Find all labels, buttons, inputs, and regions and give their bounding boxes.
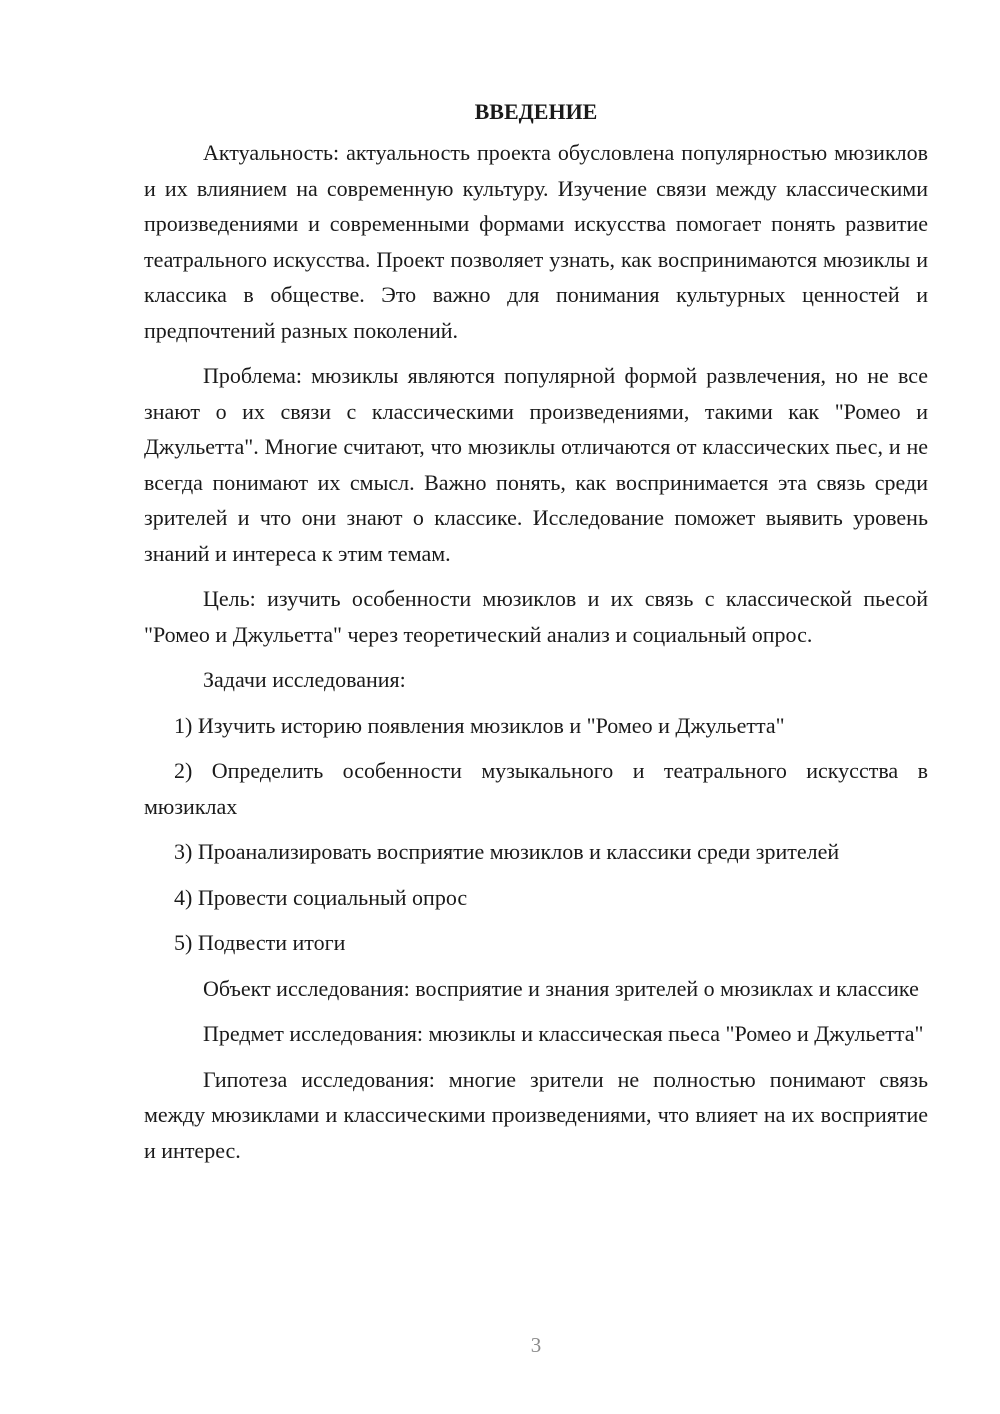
task-item-5: 5) Подвести итоги <box>174 930 346 955</box>
task-item-1: 1) Изучить историю появления мюзиклов и "Ромео и Джульетта" <box>174 712 785 738</box>
paragraph-subject: Предмет исследования: мюзиклы и классическая пьеса "Ромео и Джульетта" <box>203 1021 924 1046</box>
section-heading: ВВЕДЕНИЕ <box>474 99 598 124</box>
paragraph-relevance: Актуальность: актуальность проекта обусловлена популярностью мюзиклов и их влиянием на современную культуру. Изучение связи между классическими произведениями и современными формами искусства помогает понять развитие театрального искусства. Проект позволяет узнать, как воспринимаются мюзиклы и классика в обществе. Это важно для понимания культурных ценностей и предпочтений разных поколений. <box>144 140 928 343</box>
document-page <box>144 94 928 1178</box>
paragraph-goal: Цель: изучить особенности мюзиклов и их связь с классической пьесой "Ромео и Джульетта" через теоретический анализ и социальный опрос. <box>144 586 928 647</box>
task-item-4: 4) Провести социальный опрос <box>174 884 468 910</box>
paragraph-hypothesis: Гипотеза исследования: многие зрители не полностью понимают связь между мюзиклами и классическими произведениями, что влияет на их восприятие и интерес. <box>144 1066 928 1163</box>
task-item-3: 3) Проанализировать восприятие мюзиклов и классики среди зрителей <box>174 839 840 864</box>
paragraph-problem: Проблема: мюзиклы являются популярной формой развлечения, но не все знают о их связи с классическими произведениями, такими как "Ромео и Джульетта". Многие считают, что мюзиклы отличаются от классических пьес, и не всегда понимают их смысл. Важно понять, как воспринимается эта связь среди зрителей и что они знают о классике. Исследование поможет выявить уровень знаний и интереса к этим темам. <box>144 363 928 566</box>
paragraph-object: Объект исследования: восприятие и знания зрителей о мюзиклах и классике <box>203 975 919 1001</box>
paragraph-tasks-intro: Задачи исследования: <box>203 667 406 692</box>
page-number: 3 <box>530 1333 542 1357</box>
task-item-2: 2) Определить особенности музыкального и театрального искусства в мюзиклах <box>144 758 928 819</box>
